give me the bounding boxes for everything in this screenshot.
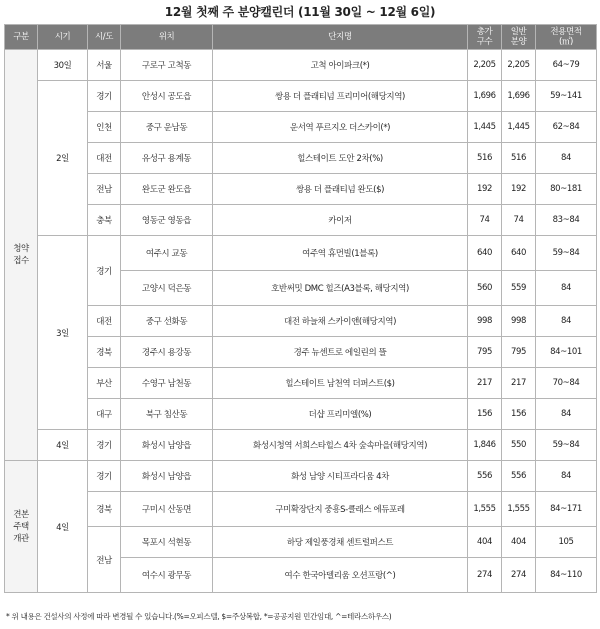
- table-row: [5, 306, 597, 337]
- date-cell: 30일: [38, 50, 88, 81]
- table-row: [5, 236, 597, 271]
- complex-cell: 카이저: [213, 205, 468, 236]
- complex-cell: 쌍용 더 플래티넘 프리미어(해당지역): [213, 81, 468, 112]
- total-cell: 640: [468, 236, 502, 271]
- total-cell: 516: [468, 143, 502, 174]
- area-cell: 84~171: [536, 492, 597, 527]
- table-row: [5, 430, 597, 461]
- complex-cell: 여수 한국아델리움 오션프랑(^): [213, 558, 468, 593]
- location-cell: 여수시 광무동: [121, 558, 213, 593]
- complex-cell: 화성 남양 시티프라디움 4차: [213, 461, 468, 492]
- general-cell: 156: [502, 399, 536, 430]
- location-cell: 구미시 산동면: [121, 492, 213, 527]
- complex-cell: 더샵 프리미엘(%): [213, 399, 468, 430]
- section-model-line2: 주택: [13, 521, 29, 532]
- table-row: [5, 112, 597, 143]
- area-cell: 84: [536, 306, 597, 337]
- complex-cell: 대전 하늘채 스카이앤(해당지역): [213, 306, 468, 337]
- header-row: [5, 25, 597, 50]
- total-cell: 404: [468, 527, 502, 558]
- footnote: * 위 내용은 건설사의 사정에 따라 변경될 수 있습니다.(%=오피스텔, $=주상복합, *=공공지원 민간임대, ^=테라스하우스): [6, 612, 392, 621]
- complex-cell: 운서역 푸르지오 더스카이(*): [213, 112, 468, 143]
- location-cell: 경주시 용강동: [121, 337, 213, 368]
- section-model-line1: 견본: [13, 509, 29, 520]
- location-cell: 영동군 영동읍: [121, 205, 213, 236]
- region-cell: 경기: [88, 461, 121, 492]
- region-cell: 전남: [88, 527, 121, 593]
- total-cell: 2,205: [468, 50, 502, 81]
- general-cell: 795: [502, 337, 536, 368]
- general-cell: 217: [502, 368, 536, 399]
- header-complex: 단지명: [213, 25, 468, 50]
- header-sigi: 시기: [38, 25, 88, 50]
- page-title: 12월 첫째 주 분양캘린더 (11월 30일 ~ 12월 6일): [164, 5, 436, 19]
- total-cell: 1,555: [468, 492, 502, 527]
- location-cell: 화성시 남양읍: [121, 461, 213, 492]
- date-cell: 3일: [38, 236, 88, 430]
- area-cell: 70~84: [536, 368, 597, 399]
- region-cell: 경기: [88, 236, 121, 306]
- header-area: [536, 25, 597, 50]
- area-cell: 64~79: [536, 50, 597, 81]
- location-cell: 유성구 용계동: [121, 143, 213, 174]
- section-cheongyak: [5, 50, 38, 461]
- area-cell: 59~141: [536, 81, 597, 112]
- complex-cell: 구미확장단지 중흥S-클래스 에듀포레: [213, 492, 468, 527]
- general-cell: 556: [502, 461, 536, 492]
- date-cell: 4일: [38, 430, 88, 461]
- schedule-table: [4, 24, 597, 593]
- area-cell: 62~84: [536, 112, 597, 143]
- complex-cell: 경주 뉴센트로 에일린의 뜰: [213, 337, 468, 368]
- total-cell: 217: [468, 368, 502, 399]
- table-row: [5, 50, 597, 81]
- region-cell: 대전: [88, 143, 121, 174]
- table-row: [5, 174, 597, 205]
- complex-cell: 여주역 휴먼빌(1블록): [213, 236, 468, 271]
- region-cell: 경기: [88, 81, 121, 112]
- location-cell: 중구 운남동: [121, 112, 213, 143]
- header-total: [468, 25, 502, 50]
- complex-cell: 화성시청역 서희스타힐스 4차 숲속마을(해당지역): [213, 430, 468, 461]
- region-cell: 경북: [88, 492, 121, 527]
- general-cell: 274: [502, 558, 536, 593]
- region-cell: 경북: [88, 337, 121, 368]
- general-cell: 998: [502, 306, 536, 337]
- complex-cell: 쌍용 더 플래티넘 완도($): [213, 174, 468, 205]
- table-row: [5, 399, 597, 430]
- complex-cell: 힐스테이트 도안 2차(%): [213, 143, 468, 174]
- complex-cell: 하당 제일풍경채 센트럴퍼스트: [213, 527, 468, 558]
- area-cell: 59~84: [536, 236, 597, 271]
- total-cell: 156: [468, 399, 502, 430]
- region-cell: 전남: [88, 174, 121, 205]
- general-cell: 74: [502, 205, 536, 236]
- header-general: [502, 25, 536, 50]
- section-cheongyak-line2: 접수: [13, 256, 29, 266]
- general-cell: 1,696: [502, 81, 536, 112]
- header-gubun: 구분: [5, 25, 38, 50]
- location-cell: 중구 선화동: [121, 306, 213, 337]
- area-cell: 84: [536, 271, 597, 306]
- general-cell: 2,205: [502, 50, 536, 81]
- total-cell: 192: [468, 174, 502, 205]
- area-cell: 105: [536, 527, 597, 558]
- header-total-line1: 총가: [476, 27, 493, 37]
- complex-cell: 힐스테이트 남천역 더퍼스트($): [213, 368, 468, 399]
- header-general-line1: 일반: [510, 27, 527, 37]
- area-cell: 84: [536, 461, 597, 492]
- table-row: [5, 81, 597, 112]
- general-cell: 404: [502, 527, 536, 558]
- header-area-line2: (㎡): [559, 37, 573, 47]
- area-cell: 80~181: [536, 174, 597, 205]
- area-cell: 59~84: [536, 430, 597, 461]
- section-model-house: [5, 461, 38, 593]
- total-cell: 556: [468, 461, 502, 492]
- header-sido: 시/도: [88, 25, 121, 50]
- header-general-line2: 분양: [510, 37, 527, 47]
- area-cell: 83~84: [536, 205, 597, 236]
- total-cell: 274: [468, 558, 502, 593]
- area-cell: 84~101: [536, 337, 597, 368]
- table-row: [5, 492, 597, 527]
- location-cell: 구로구 고척동: [121, 50, 213, 81]
- general-cell: 559: [502, 271, 536, 306]
- header-area-line1: 전용면적: [550, 27, 582, 37]
- table-row: [5, 205, 597, 236]
- region-cell: 부산: [88, 368, 121, 399]
- general-cell: 1,445: [502, 112, 536, 143]
- total-cell: 560: [468, 271, 502, 306]
- location-cell: 고양시 덕은동: [121, 271, 213, 306]
- total-cell: 998: [468, 306, 502, 337]
- location-cell: 완도군 완도읍: [121, 174, 213, 205]
- general-cell: 640: [502, 236, 536, 271]
- total-cell: 1,445: [468, 112, 502, 143]
- region-cell: 경기: [88, 430, 121, 461]
- location-cell: 여주시 교동: [121, 236, 213, 271]
- location-cell: 수영구 남천동: [121, 368, 213, 399]
- complex-cell: 고척 아이파크(*): [213, 50, 468, 81]
- table-row: [5, 461, 597, 492]
- area-cell: 84: [536, 143, 597, 174]
- section-model-line3: 개관: [13, 533, 29, 544]
- header-location: 위치: [121, 25, 213, 50]
- total-cell: 1,846: [468, 430, 502, 461]
- location-cell: 화성시 남양읍: [121, 430, 213, 461]
- location-cell: 목포시 석현동: [121, 527, 213, 558]
- date-cell: 4일: [38, 461, 88, 593]
- general-cell: 192: [502, 174, 536, 205]
- location-cell: 안성시 공도읍: [121, 81, 213, 112]
- date-cell: 2일: [38, 81, 88, 236]
- total-cell: 795: [468, 337, 502, 368]
- region-cell: 인천: [88, 112, 121, 143]
- table-row: [5, 368, 597, 399]
- general-cell: 1,555: [502, 492, 536, 527]
- complex-cell: 호반써밋 DMC 힐즈(A3블록, 해당지역): [213, 271, 468, 306]
- table-row: [5, 143, 597, 174]
- region-cell: 대전: [88, 306, 121, 337]
- area-cell: 84~110: [536, 558, 597, 593]
- total-cell: 1,696: [468, 81, 502, 112]
- total-cell: 74: [468, 205, 502, 236]
- region-cell: 충북: [88, 205, 121, 236]
- section-cheongyak-line1: 청약: [13, 244, 29, 254]
- area-cell: 84: [536, 399, 597, 430]
- general-cell: 550: [502, 430, 536, 461]
- region-cell: 대구: [88, 399, 121, 430]
- table-row: [5, 527, 597, 558]
- location-cell: 북구 침산동: [121, 399, 213, 430]
- table-row: [5, 337, 597, 368]
- region-cell: 서울: [88, 50, 121, 81]
- header-total-line2: 구수: [476, 37, 493, 47]
- general-cell: 516: [502, 143, 536, 174]
